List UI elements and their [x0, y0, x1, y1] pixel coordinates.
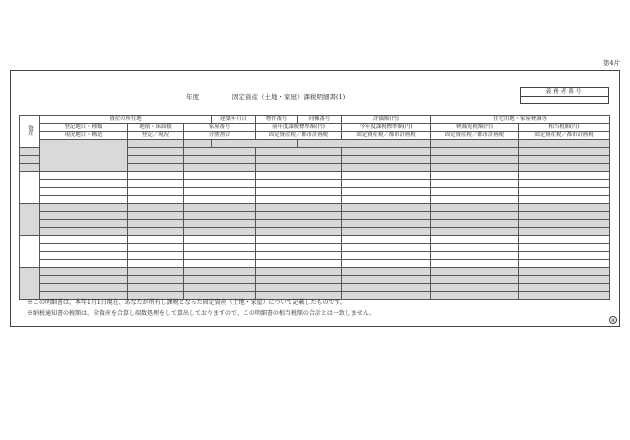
entry-cell[interactable] — [184, 276, 256, 284]
asset-row — [20, 220, 610, 228]
asset-row — [20, 204, 610, 212]
entry-cell[interactable] — [128, 188, 184, 196]
entry-cell[interactable] — [342, 260, 431, 268]
entry-cell[interactable] — [256, 172, 342, 180]
entry-cell[interactable] — [184, 172, 256, 180]
note-1: ※この明細書は、本年1月1日現在、あなたが所有し課税となった固定資産（土地・家屋）について記載したものです。 — [27, 299, 347, 306]
entry-cell[interactable] — [256, 244, 342, 252]
prev-base-header: 前年度課税標準額(円) — [256, 124, 342, 132]
asset-cell[interactable] — [20, 268, 40, 300]
entry-cell[interactable] — [342, 212, 431, 220]
entry-cell[interactable] — [342, 252, 431, 260]
entry-cell[interactable] — [431, 212, 519, 220]
entry-cell[interactable] — [431, 284, 519, 292]
entry-cell[interactable] — [256, 164, 342, 172]
entry-cell[interactable] — [431, 204, 519, 212]
entry-cell[interactable] — [184, 156, 256, 164]
entry-cell[interactable] — [184, 268, 256, 276]
entry-cell[interactable] — [256, 212, 342, 220]
entry-cell[interactable] — [128, 180, 184, 188]
entry-cell[interactable] — [184, 284, 256, 292]
entry-cell[interactable] — [256, 148, 342, 156]
entry-cell[interactable] — [519, 228, 610, 236]
entry-cell[interactable] — [40, 188, 128, 196]
property-number-header: 物件番号 — [256, 116, 298, 124]
entry-cell[interactable] — [342, 276, 431, 284]
entry-cell[interactable] — [431, 244, 519, 252]
entry-cell[interactable] — [184, 188, 256, 196]
entry-cell[interactable] — [256, 220, 342, 228]
entry-cell[interactable] — [431, 236, 519, 244]
header-row-3 — [20, 132, 610, 140]
fixed-city-header-4: 固定資産税／都市計画税 — [519, 132, 610, 140]
fixed-city-header-1: 固定資産税／都市計画税 — [256, 132, 342, 140]
entry-cell[interactable] — [40, 172, 128, 180]
header-row-2 — [20, 124, 610, 132]
residential-header: 住宅用地・家屋軽減等 — [431, 116, 610, 124]
entry-cell[interactable] — [431, 180, 519, 188]
entry-cell[interactable] — [256, 284, 342, 292]
taxpayer-number-label: 義務者番号 — [521, 88, 608, 97]
entry-cell[interactable] — [40, 268, 128, 276]
asset-row — [20, 284, 610, 292]
page-number: 第4片 — [602, 59, 620, 67]
entry-cell[interactable] — [184, 164, 256, 172]
entry-cell[interactable] — [128, 220, 184, 228]
entry-cell[interactable] — [342, 204, 431, 212]
entry-cell[interactable] — [342, 292, 431, 300]
entry-cell[interactable] — [256, 268, 342, 276]
asset-row — [20, 228, 610, 236]
entry-cell[interactable] — [342, 236, 431, 244]
entry-cell[interactable] — [20, 164, 40, 172]
entry-cell[interactable] — [184, 180, 256, 188]
entry-cell[interactable] — [519, 212, 610, 220]
entry-cell[interactable] — [128, 244, 184, 252]
entry-cell[interactable] — [431, 260, 519, 268]
entry-cell[interactable] — [40, 196, 128, 204]
entry-cell[interactable] — [519, 164, 610, 172]
fixed-city-header-2: 固定資産税／都市計画税 — [342, 132, 431, 140]
entry-cell[interactable] — [184, 260, 256, 268]
asset-row — [20, 188, 610, 196]
entry-cell[interactable] — [431, 276, 519, 284]
house-number-header: 家屋番号 — [184, 124, 256, 132]
footer-mark: ④ — [610, 318, 616, 324]
entry-cell[interactable] — [184, 212, 256, 220]
entry-cell[interactable] — [519, 236, 610, 244]
built-date-header: 建築年月日 — [212, 116, 256, 124]
entry-cell[interactable] — [128, 140, 184, 148]
entry-cell[interactable] — [256, 228, 342, 236]
entry-cell[interactable] — [342, 268, 431, 276]
entry-cell[interactable] — [431, 172, 519, 180]
entry-cell[interactable] — [519, 196, 610, 204]
entry-cell[interactable] — [40, 284, 128, 292]
entry-cell[interactable] — [184, 244, 256, 252]
entry-cell[interactable] — [40, 276, 128, 284]
valuation-header: 評価額(円) — [342, 116, 431, 124]
entry-cell[interactable] — [184, 252, 256, 260]
entry-cell[interactable] — [184, 220, 256, 228]
asset-cell[interactable] — [20, 172, 40, 204]
entry-cell[interactable] — [342, 164, 431, 172]
entry-cell[interactable] — [20, 148, 40, 156]
entry-cell[interactable] — [40, 220, 128, 228]
entry-cell[interactable] — [184, 140, 212, 148]
asset-cell[interactable] — [40, 140, 128, 172]
reg-current-header: 登記／現況 — [128, 132, 184, 140]
entry-cell[interactable] — [128, 156, 184, 164]
entry-cell[interactable] — [519, 220, 610, 228]
entry-cell[interactable] — [256, 188, 342, 196]
entry-cell[interactable] — [128, 228, 184, 236]
entry-cell[interactable] — [342, 148, 431, 156]
entry-cell[interactable] — [128, 268, 184, 276]
entry-cell[interactable] — [256, 204, 342, 212]
asset-row — [20, 260, 610, 268]
entry-cell[interactable] — [431, 292, 519, 300]
entry-cell[interactable] — [128, 164, 184, 172]
asset-table — [19, 115, 610, 300]
tax-amount-header: 相当税額(円) — [519, 124, 610, 132]
entry-cell[interactable] — [128, 196, 184, 204]
entry-cell[interactable] — [342, 228, 431, 236]
entry-cell[interactable] — [128, 252, 184, 260]
entry-cell[interactable] — [431, 140, 519, 148]
land-kind-header: 登記地目・種類 — [40, 124, 128, 132]
area-header: 地積・床面積 — [128, 124, 184, 132]
asset-row — [20, 212, 610, 220]
curr-base-header: 今年度課税標準額(円) — [342, 124, 431, 132]
entry-cell[interactable] — [519, 268, 610, 276]
entry-cell[interactable] — [342, 196, 431, 204]
entry-cell[interactable] — [40, 180, 128, 188]
entry-cell[interactable] — [519, 276, 610, 284]
entry-cell[interactable] — [184, 196, 256, 204]
entry-cell[interactable] — [342, 188, 431, 196]
asset-row — [20, 140, 610, 148]
entry-cell[interactable] — [256, 180, 342, 188]
entry-cell[interactable] — [40, 244, 128, 252]
entry-cell[interactable] — [519, 204, 610, 212]
entry-cell[interactable] — [256, 156, 342, 164]
entry-cell[interactable] — [256, 252, 342, 260]
asset-row — [20, 276, 610, 284]
location-header: 資産の所在地 — [40, 116, 212, 124]
entry-cell[interactable] — [342, 284, 431, 292]
entry-cell[interactable] — [256, 196, 342, 204]
asset-row — [20, 180, 610, 188]
entry-cell[interactable] — [184, 236, 256, 244]
entry-cell[interactable] — [128, 212, 184, 220]
share-header: 分割割合 — [184, 132, 256, 140]
entry-cell[interactable] — [40, 228, 128, 236]
entry-cell[interactable] — [256, 236, 342, 244]
entry-cell[interactable] — [519, 180, 610, 188]
entry-cell[interactable] — [431, 148, 519, 156]
fixed-city-header-3: 固定資産税／都市計画税 — [431, 132, 519, 140]
entry-cell[interactable] — [128, 284, 184, 292]
entry-cell[interactable] — [519, 156, 610, 164]
entry-cell[interactable] — [128, 260, 184, 268]
asset-row — [20, 268, 610, 276]
asset-row — [20, 244, 610, 252]
asset-row — [20, 172, 610, 180]
taxpayer-number-value[interactable] — [521, 97, 608, 105]
entry-cell[interactable] — [431, 228, 519, 236]
fiscal-year-label: 年度 — [186, 93, 199, 101]
entry-cell[interactable] — [431, 220, 519, 228]
entry-cell[interactable] — [128, 172, 184, 180]
entry-cell[interactable] — [256, 260, 342, 268]
entry-cell[interactable] — [519, 172, 610, 180]
entry-cell[interactable] — [20, 156, 40, 164]
asset-header: 資産 — [20, 116, 40, 148]
entry-cell[interactable] — [519, 260, 610, 268]
entry-cell[interactable] — [128, 204, 184, 212]
entry-cell[interactable] — [128, 148, 184, 156]
current-use-header: 現況地目・構造 — [40, 132, 128, 140]
entry-cell[interactable] — [212, 140, 298, 148]
asset-row — [20, 236, 610, 244]
entry-cell[interactable] — [40, 204, 128, 212]
entry-cell[interactable] — [40, 260, 128, 268]
entry-cell[interactable] — [342, 220, 431, 228]
entry-cell[interactable] — [519, 148, 610, 156]
entry-cell[interactable] — [184, 204, 256, 212]
entry-cell[interactable] — [184, 228, 256, 236]
entry-cell[interactable] — [519, 188, 610, 196]
entry-cell[interactable] — [431, 164, 519, 172]
entry-cell[interactable] — [431, 268, 519, 276]
entry-cell[interactable] — [40, 236, 128, 244]
entry-cell[interactable] — [519, 284, 610, 292]
building-number-header: 同棟番号 — [298, 116, 342, 124]
entry-cell[interactable] — [431, 252, 519, 260]
entry-cell[interactable] — [40, 252, 128, 260]
entry-cell[interactable] — [256, 276, 342, 284]
entry-cell[interactable] — [40, 212, 128, 220]
entry-cell[interactable] — [342, 172, 431, 180]
entry-cell[interactable] — [342, 244, 431, 252]
entry-cell[interactable] — [519, 140, 610, 148]
tax-detail-form — [10, 70, 620, 327]
entry-cell[interactable] — [431, 156, 519, 164]
note-2: ※納税通知書の税額は、全資産を合算し端数処理をして算出しておりますので、この明細書の相当税額の合計とは一致しません。 — [27, 310, 376, 317]
entry-cell[interactable] — [128, 236, 184, 244]
asset-row — [20, 252, 610, 260]
asset-row — [20, 196, 610, 204]
reduction-header: 軽減免税額(円) — [431, 124, 519, 132]
entry-cell[interactable] — [128, 276, 184, 284]
entry-cell[interactable] — [342, 156, 431, 164]
header-row-1 — [20, 116, 610, 124]
entry-cell[interactable] — [431, 196, 519, 204]
entry-cell[interactable] — [184, 148, 256, 156]
form-title: 固定資産（土地・家屋）課税明細書(1) — [232, 93, 346, 101]
entry-cell[interactable] — [519, 244, 610, 252]
entry-cell[interactable] — [519, 292, 610, 300]
entry-cell[interactable] — [519, 252, 610, 260]
entry-cell[interactable] — [298, 140, 431, 148]
entry-cell[interactable] — [431, 188, 519, 196]
taxpayer-number-box — [520, 87, 609, 104]
entry-cell[interactable] — [342, 180, 431, 188]
asset-cell[interactable] — [20, 204, 40, 236]
asset-cell[interactable] — [20, 236, 40, 268]
